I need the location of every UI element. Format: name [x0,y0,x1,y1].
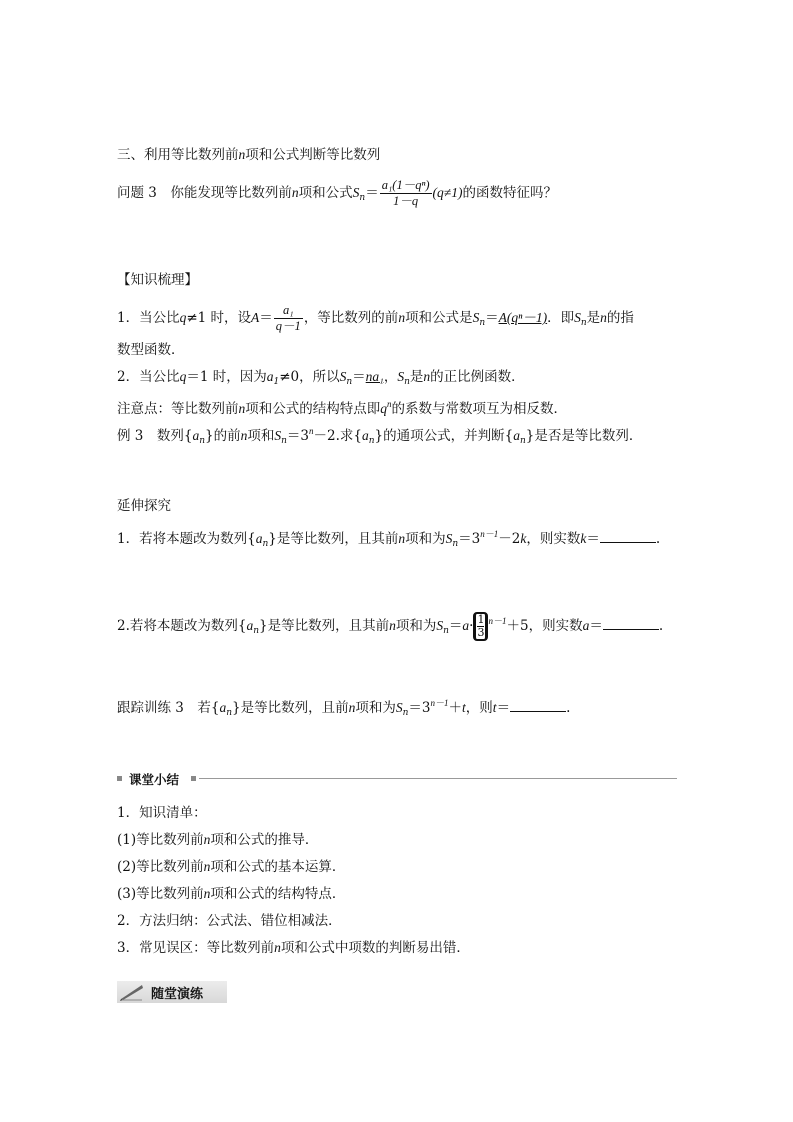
summary-line-5: 2．方法归纳：公式法、错位相减法． [117,913,342,929]
knowledge-point-1: 1．当公比q≠1 时，设A＝ $\frac{\text{a₁}}{q-1}$ ，等比数列的前n项和公式是$S_n=A(q^n-1)$．即$S_n$是n的指 [117,303,634,333]
summary-line-1: 1．知识清单： [117,805,207,821]
extension-2: 2.若将本题改为数列$\{a_n\}$是等比数列，且其前n项和为$S_n=a\cdot$ $\frac{1}{3}$ $^{n-1}$＋5，则实数a＝ . [117,613,664,639]
extension-label: 延伸探究 [117,498,171,514]
summary-header [117,772,677,786]
answer-blank [510,699,566,712]
summary-line-6: 3．常见误区：等比数列前n项和公式中项数的判断易出错． [117,940,470,956]
a-definition-fraction: $\frac{\text{a₁}}{q-1}$ [275,303,301,333]
fill-answer: na₁ [365,369,384,384]
divider [199,778,677,779]
summary-title: 课堂小结 [129,772,180,787]
question-3: 问题 3 你能发现等比数列前n项和公式$S_n=$ $\frac{\text{a₁(1－qⁿ)}}{1-q}$ (q≠1)的函数特征吗？ [117,178,557,208]
sum-formula-fraction: $\frac{\text{a₁(1－qⁿ)}}{1-q}$ [381,178,430,208]
summary-line-4: (3)等比数列前n项和公式的结构特点． [117,886,346,902]
pencil-icon [120,983,144,1001]
summary-line-2: (1)等比数列前n项和公式的推导． [117,832,319,848]
example-3: 例 3 数列$\{a_n\}$的前n项和$S_n=3^n-2$.求$\{a_n\}$的通项公式，并判断$\{a_n\}$是否是等比数列． [117,426,643,446]
answer-blank [603,617,659,630]
bracketed-fraction: $\frac{1}{3}$ [473,612,488,641]
summary-line-3: (2)等比数列前n项和公式的基本运算． [117,859,346,875]
bullet-square-icon [117,776,122,781]
answer-blank [600,530,656,543]
knowledge-point-2: 2．当公比q＝1 时，因为$a_1\ne 0$，所以$S_n=na_1$，$S_n$是n的正比例函数． [117,369,525,387]
note-line: 注意点：等比数列前n项和公式的结构特点即$q^n$的系数与常数项互为相反数． [117,399,567,417]
section-heading: 三、利用等比数列前n项和公式判断等比数列 [117,147,381,163]
practice-title: 随堂演练 [151,987,204,1002]
extension-1: 1．若将本题改为数列$\{a_n\}$是等比数列，且其前n项和为$S_n=3^{n-1}-2k$，则实数k＝ . [117,529,661,549]
practice-banner [117,981,227,1003]
knowledge-point-1-cont: 数型函数． [117,342,185,358]
tracking-exercise-3: 跟踪训练 3 若$\{a_n\}$是等比数列，且前n项和为$S_n=3^{n-1}+t$，则t＝ . [117,698,571,718]
bullet-square-icon [191,776,196,781]
fill-answer: A(qⁿ－1) [498,310,548,325]
knowledge-label: 【知识梳理】 [117,272,198,288]
